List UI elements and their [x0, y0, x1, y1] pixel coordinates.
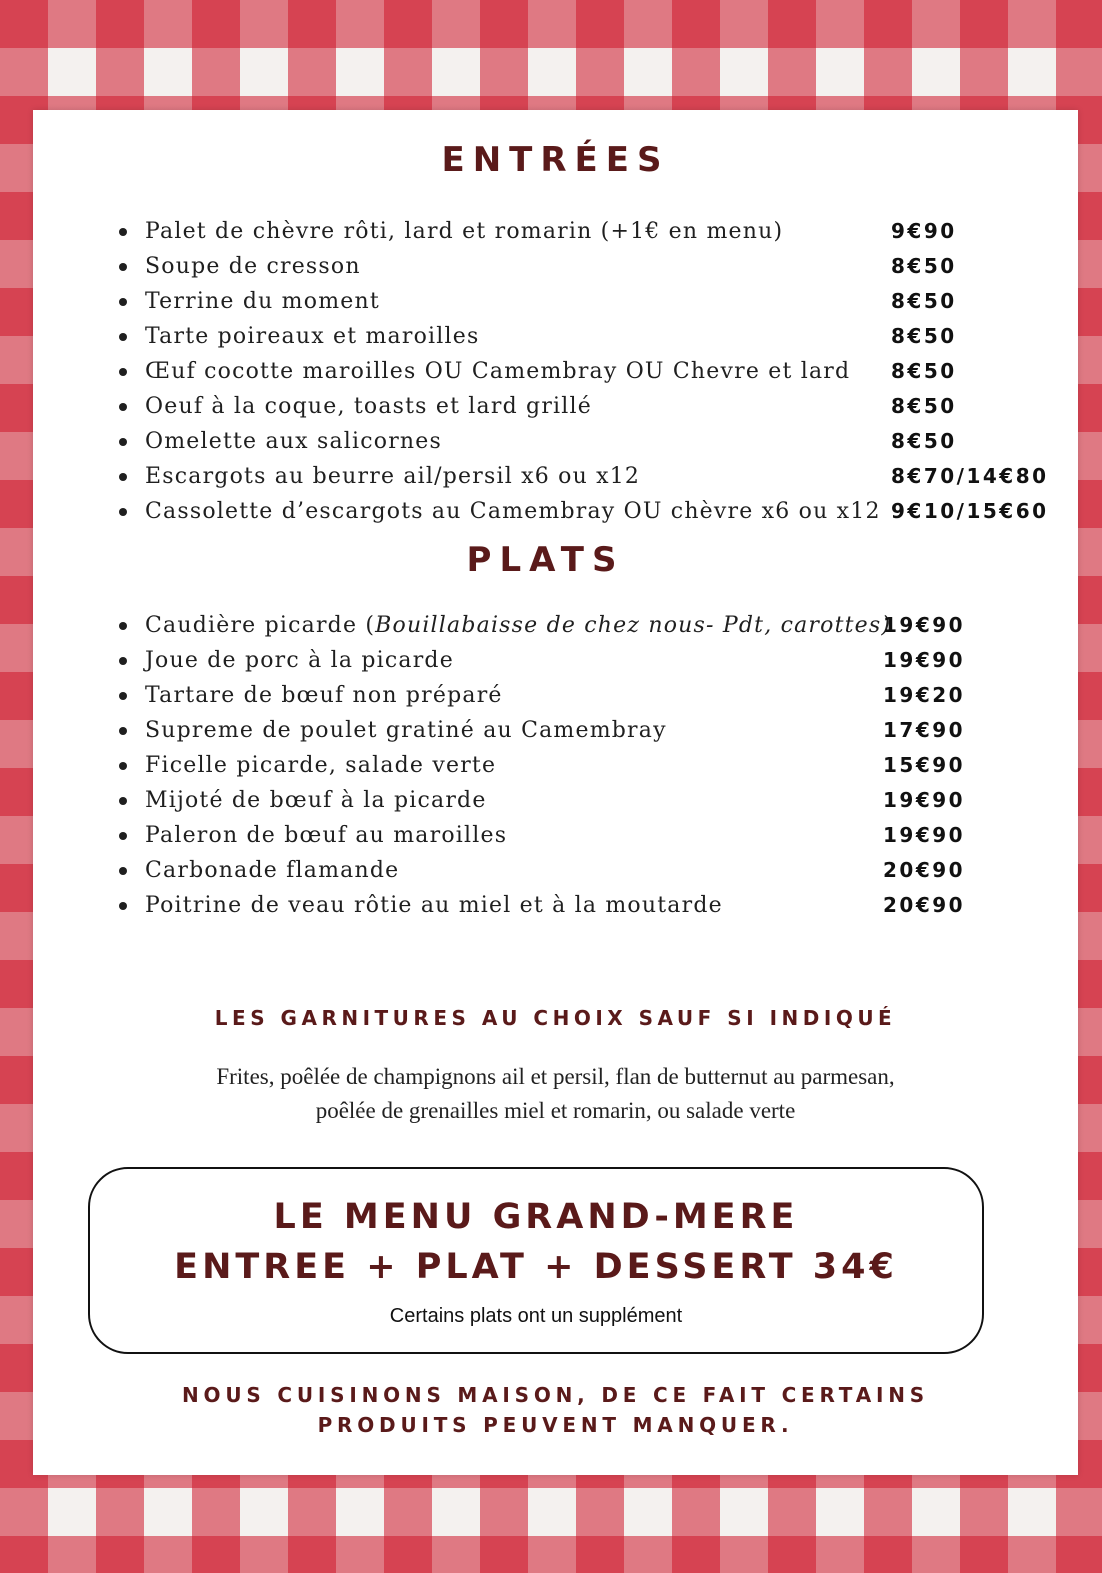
item-price: 8€50: [891, 429, 957, 453]
list-item: [33, 459, 1078, 494]
bullet-icon: [119, 438, 127, 446]
item-price: 17€90: [883, 718, 966, 742]
item-note: Bouillabaisse de chez nous- Pdt, carottes): [375, 613, 892, 638]
item-price: 19€90: [883, 788, 966, 812]
item-name: Supreme de poulet gratiné au Camembray: [145, 718, 667, 743]
entrees-title: ENTRÉES: [441, 140, 670, 180]
item-price: 8€50: [891, 289, 957, 313]
bullet-icon: [119, 508, 127, 516]
bullet-icon: [119, 797, 127, 805]
bullet-icon: [119, 657, 127, 665]
item-price: 19€90: [883, 648, 966, 672]
item-price: 9€10/15€60: [891, 499, 1049, 523]
item-price: 8€50: [891, 394, 957, 418]
list-item: [33, 389, 1078, 424]
garnitures-line: Frites, poêlée de champignons ail et persil, flan de butternut au parmesan,: [216, 1064, 895, 1089]
bullet-icon: [119, 692, 127, 700]
list-item: [33, 214, 1078, 249]
list-item: [33, 249, 1078, 284]
bullet-icon: [119, 867, 127, 875]
list-item: [33, 783, 1078, 818]
bullet-icon: [119, 298, 127, 306]
footer-line: PRODUITS PEUVENT MANQUER.: [317, 1413, 794, 1437]
list-item: [33, 748, 1078, 783]
item-name: Joue de porc à la picarde: [145, 648, 454, 673]
item-name: Palet de chèvre rôti, lard et romarin (+1€ en menu): [145, 219, 784, 244]
item-name: [145, 608, 891, 643]
item-name-main: Caudière picarde (: [145, 613, 376, 638]
item-name: Carbonade flamande: [145, 858, 400, 883]
menu-title: LE MENU GRAND-MERE: [273, 1197, 799, 1237]
garnitures-line: poêlée de grenailles miel et romarin, ou salade verte: [315, 1098, 796, 1123]
item-price: 8€50: [891, 324, 957, 348]
item-price: 19€90: [883, 823, 966, 847]
list-item: [33, 494, 1078, 529]
bullet-icon: [119, 832, 127, 840]
menu-subtitle: Certains plats ont un supplément: [389, 1305, 683, 1327]
item-name: Poitrine de veau rôtie au miel et à la moutarde: [145, 893, 723, 918]
plats-title: PLATS: [466, 540, 625, 580]
list-item: [33, 678, 1078, 713]
menu-formula: ENTREE + PLAT + DESSERT 34€: [174, 1247, 898, 1287]
item-name: Tarte poireaux et maroilles: [145, 324, 480, 349]
bullet-icon: [119, 902, 127, 910]
item-name: Œuf cocotte maroilles OU Camembray OU Chevre et lard: [145, 359, 851, 384]
item-price: 9€90: [891, 219, 957, 243]
item-price: 20€90: [883, 858, 966, 882]
item-price: 15€90: [883, 753, 966, 777]
item-price: 20€90: [883, 893, 966, 917]
list-item: [33, 319, 1078, 354]
menu-grand-mere-box: [88, 1167, 984, 1354]
bullet-icon: [119, 762, 127, 770]
item-price: 19€90: [883, 613, 966, 637]
plats-list: [33, 608, 1078, 923]
list-item: [33, 853, 1078, 888]
list-item: [33, 713, 1078, 748]
item-name: Mijoté de bœuf à la picarde: [145, 788, 487, 813]
bullet-icon: [119, 473, 127, 481]
list-item: [33, 354, 1078, 389]
item-price: 8€70/14€80: [891, 464, 1049, 488]
item-price: 19€20: [883, 683, 966, 707]
bullet-icon: [119, 622, 127, 630]
bullet-icon: [119, 727, 127, 735]
list-item: [33, 424, 1078, 459]
menu-card: [33, 110, 1078, 1475]
list-item: [33, 818, 1078, 853]
garnitures-title: LES GARNITURES AU CHOIX SAUF SI INDIQUÉ: [214, 1006, 897, 1030]
item-name: Terrine du moment: [145, 289, 380, 314]
item-name: Tartare de bœuf non préparé: [145, 683, 503, 708]
bullet-icon: [119, 368, 127, 376]
item-name: Ficelle picarde, salade verte: [145, 753, 497, 778]
footer-notice: [33, 1380, 1078, 1440]
garnitures-text: [93, 1060, 1018, 1128]
list-item: [33, 643, 1078, 678]
item-name: Omelette aux salicornes: [145, 429, 442, 454]
list-item: [33, 888, 1078, 923]
bullet-icon: [119, 263, 127, 271]
item-name: Oeuf à la coque, toasts et lard grillé: [145, 394, 592, 419]
item-price: 8€50: [891, 359, 957, 383]
item-name: Escargots au beurre ail/persil x6 ou x12: [145, 464, 641, 489]
item-name: Cassolette d’escargots au Camembray OU chèvre x6 ou x12: [145, 499, 881, 524]
entrees-list: [33, 214, 1078, 529]
item-name: Paleron de bœuf au maroilles: [145, 823, 508, 848]
item-name: Soupe de cresson: [145, 254, 361, 279]
item-price: 8€50: [891, 254, 957, 278]
bullet-icon: [119, 403, 127, 411]
bullet-icon: [119, 228, 127, 236]
footer-line: NOUS CUISINONS MAISON, DE CE FAIT CERTAINS: [182, 1383, 929, 1407]
list-item: [33, 608, 1078, 643]
list-item: [33, 284, 1078, 319]
bullet-icon: [119, 333, 127, 341]
